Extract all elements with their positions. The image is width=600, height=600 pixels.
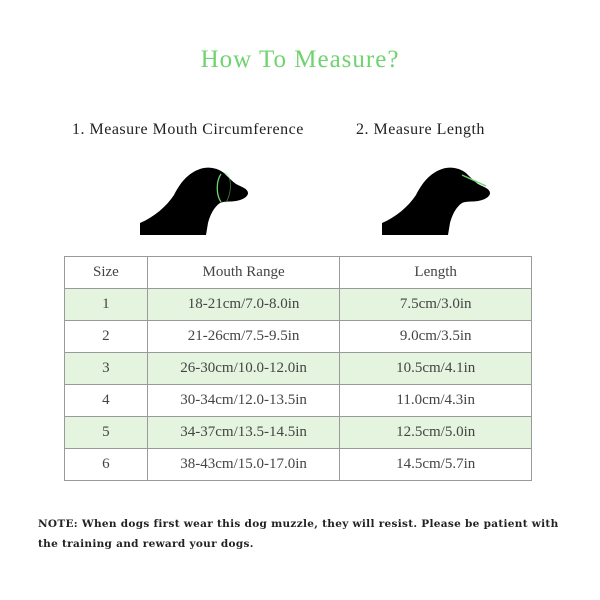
cell-size: 4 [65, 385, 148, 417]
page-title: How To Measure? [200, 46, 400, 73]
cell-length: 11.0cm/4.3in [340, 385, 532, 417]
cell-length: 9.0cm/3.5in [340, 321, 532, 353]
header-length: Length [340, 257, 532, 289]
table-row [65, 417, 532, 449]
table-row [65, 321, 532, 353]
cell-size: 6 [65, 449, 148, 481]
header-mouth-range: Mouth Range [147, 257, 340, 289]
cell-mouth-range: 18-21cm/7.0-8.0in [147, 289, 340, 321]
table-row [65, 385, 532, 417]
cell-length: 10.5cm/4.1in [340, 353, 532, 385]
table-header-row [65, 257, 532, 289]
cell-mouth-range: 26-30cm/10.0-12.0in [147, 353, 340, 385]
size-table [64, 256, 532, 481]
step-2-label: 2. Measure Length [356, 121, 485, 138]
note-text: NOTE: When dogs first wear this dog muzzle, they will resist. Please be patient with the training and reward your dogs. [38, 518, 559, 550]
cell-length: 7.5cm/3.0in [340, 289, 532, 321]
table-row [65, 289, 532, 321]
table-row [65, 353, 532, 385]
cell-size: 5 [65, 417, 148, 449]
dog-head-silhouette-icon [382, 165, 492, 237]
cell-size: 2 [65, 321, 148, 353]
dog-head-silhouette-icon [140, 165, 250, 237]
cell-mouth-range: 38-43cm/15.0-17.0in [147, 449, 340, 481]
cell-size: 1 [65, 289, 148, 321]
step-1-label: 1. Measure Mouth Circumference [72, 121, 304, 138]
cell-mouth-range: 21-26cm/7.5-9.5in [147, 321, 340, 353]
cell-length: 12.5cm/5.0in [340, 417, 532, 449]
cell-length: 14.5cm/5.7in [340, 449, 532, 481]
cell-mouth-range: 34-37cm/13.5-14.5in [147, 417, 340, 449]
cell-size: 3 [65, 353, 148, 385]
header-size: Size [65, 257, 148, 289]
cell-mouth-range: 30-34cm/12.0-13.5in [147, 385, 340, 417]
table-row [65, 449, 532, 481]
